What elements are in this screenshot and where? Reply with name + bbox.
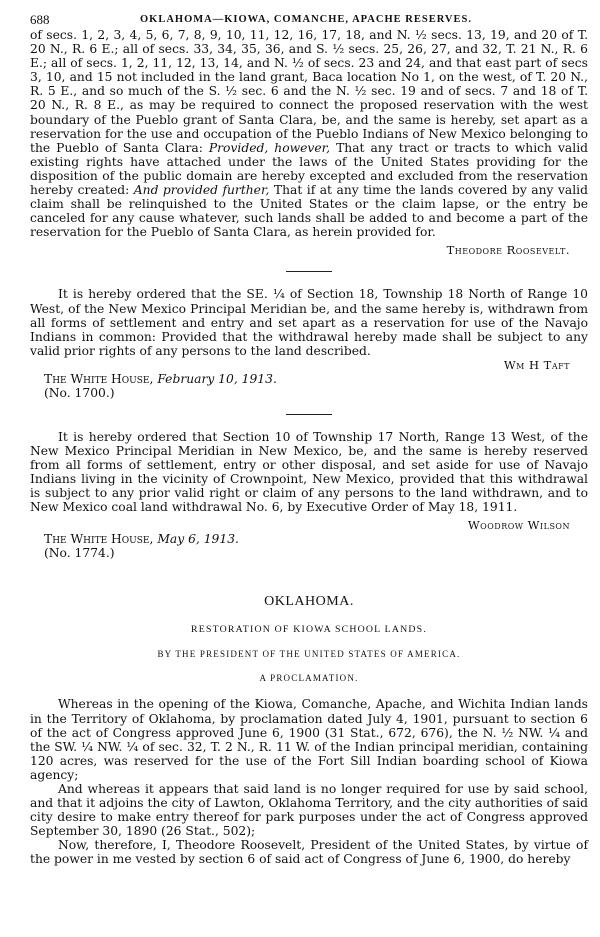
whereas-paragraph-1: Whereas in the opening of the Kiowa, Comanche, Apache, and Wichita Indian lands in the Territory of Oklahoma, by proclamation dated July 4, 1901, pursuant to section 6 of the act of Congress approved June 6, 1900 (31 Stat., 672, 676), the N. ½ NW. ¼ and the SW. ¼ NW. ¼ of sec. 32, T. 2 N., R. 11 W. of the Indian principal meridian, containing 120 acres, was reserved for the use of the Fort Sill Indian boarding school of Kiowa agency; bbox=[30, 697, 588, 782]
proclamation-label: A PROCLAMATION. bbox=[259, 673, 359, 684]
signoff-1774 bbox=[44, 532, 588, 560]
proclamation-subtitle: RESTORATION OF KIOWA SCHOOL LANDS. bbox=[191, 624, 427, 636]
section-divider bbox=[286, 271, 332, 272]
section-oklahoma-proclamation bbox=[30, 594, 588, 866]
section-santa-clara-order bbox=[30, 28, 588, 257]
order-number: (No. 1700.) bbox=[44, 385, 115, 400]
running-head: OKLAHOMA—KIOWA, COMANCHE, APACHE RESERVES. bbox=[140, 14, 472, 25]
crownpoint-order-paragraph: It is hereby ordered that Section 10 of Township 17 North, Range 13 West, of the New Mexico Principal Meridian in New Mexico, be, and the same is hereby reserved from all forms of settlement, entry or other disposal, and set aside for use of Navajo Indians living in the vicinity of Crownpoint, New Mexico, provided that this withdrawal is subject to any prior valid right or claim of any persons to the land withdrawn, and to New Mexico coal land withdrawal No. 6, by Executive Order of May 18, 1911. bbox=[30, 429, 588, 515]
navajo-order-paragraph: It is hereby ordered that the SE. ¼ of Section 18, Township 18 North of Range 10 West, of the New Mexico Principal Meridian be, and the same hereby is, withdrawn from all forms of settlement and entry and set apart as a reservation for use of the Navajo Indians in common: Provided that the withdrawal hereby made shall be subject to any valid prior rights of any persons to the land described. bbox=[30, 287, 588, 358]
signoff-date: May 6, 1913. bbox=[157, 532, 239, 547]
santa-clara-paragraph: of secs. 1, 2, 3, 4, 5, 6, 7, 8, 9, 10, 11, 12, 16, 17, 18, and N. ½ secs. 13, 19, and 20 of T. 20 N., R. 6 E.; all of secs. 33, 34, 35, 36, and S. ½ secs. 25, 26, 27, and 32, T. 21 N., R. 6 E.; all of secs. 1, 2, 11, 12, 13, 14, and N. ½ of secs. 23 and 24, and that east part of secs 3, 10, and 15 not included in the land grant, Baca location No 1, on the west, of T. 20 N., R. 5 E., and so much of the S. ½ sec. 6 and the N. ½ sec. 19 and of secs. 7 and 18 of T. 20 N., R. 8 E., as may be required to connect the proposed reservation with the west boundary of the Pueblo grant of Santa Clara, be, and the same is hereby, set apart as a reservation for the use and occupation of the Pueblo Indians of New Mexico belonging to the Pueblo of Santa Clara: Provided, however, That any tract or tracts to which valid existing rights have attached under the laws of the United States providing for the disposition of the public domain are hereby excepted and excluded from the reservation hereby created: And provided further, That if at any time the lands covered by any valid claim shall be relinquished to the United States or the claim lapse, or the entry be canceled for any cause whatever, such lands shall be added to and become a part of the reservation for the Pueblo of Santa Clara, as herein provided for. bbox=[30, 28, 588, 240]
order-number: (No. 1774.) bbox=[44, 546, 115, 561]
section-divider bbox=[286, 414, 332, 415]
proclamation-byline: BY THE PRESIDENT OF THE UNITED STATES OF AMERICA. bbox=[157, 649, 461, 660]
state-title: OKLAHOMA. bbox=[264, 594, 354, 610]
signature-taft: Wm H Taft bbox=[503, 357, 570, 372]
signoff-date: February 10, 1913. bbox=[157, 371, 277, 386]
page-header bbox=[30, 8, 588, 28]
page-number: 688 bbox=[30, 12, 50, 27]
signoff-place: The White House, bbox=[44, 371, 154, 386]
section-navajo-order-1774 bbox=[30, 430, 588, 561]
signoff-place: The White House, bbox=[44, 532, 154, 547]
section-navajo-order-1700 bbox=[30, 287, 588, 399]
whereas-paragraph-2: And whereas it appears that said land is no longer required for use by said school, and that it adjoins the city of Lawton, Oklahoma Territory, and the city authorities of said city desire to make entry thereof for park purposes under the act of Congress approved September 30, 1890 (26 Stat., 502); bbox=[30, 782, 588, 839]
signature-wilson: Woodrow Wilson bbox=[467, 518, 570, 533]
now-therefore-paragraph: Now, therefore, I, Theodore Roosevelt, President of the United States, by virtue of the power in me vested by section 6 of said act of Congress of June 6, 1900, do hereby bbox=[30, 838, 588, 867]
signature-roosevelt: Theodore Roosevelt. bbox=[446, 243, 570, 258]
signoff-1700 bbox=[44, 372, 588, 400]
spacer bbox=[30, 683, 588, 697]
